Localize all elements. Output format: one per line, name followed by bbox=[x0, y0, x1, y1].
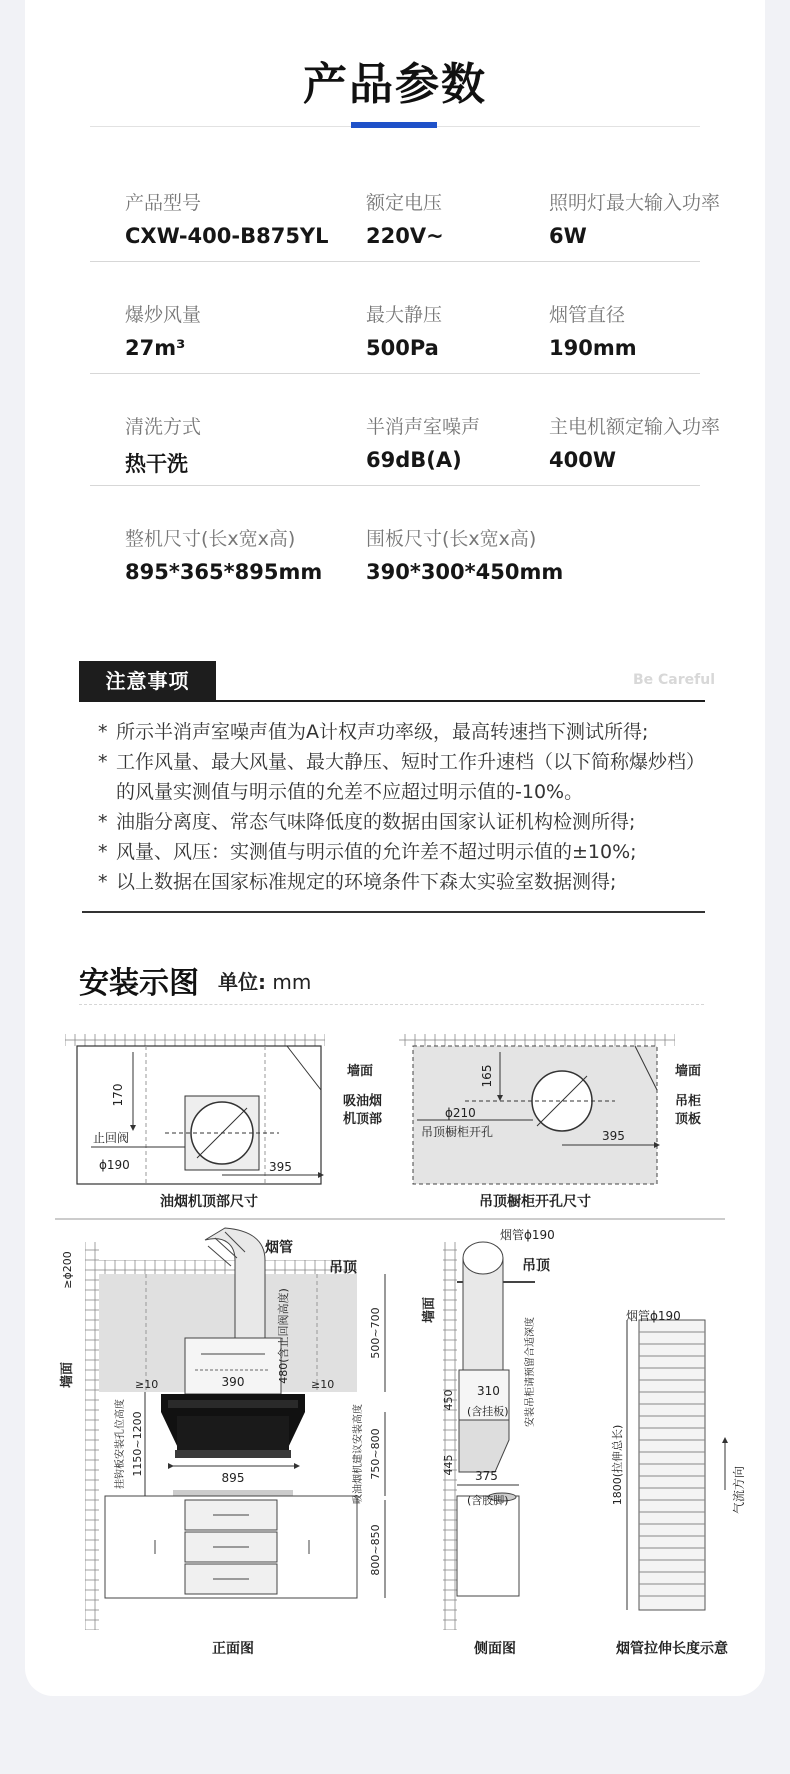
wall-label: 墙面 bbox=[60, 1361, 75, 1389]
front-view-caption: 正面图 bbox=[212, 1641, 254, 1657]
notice-bottom-rule bbox=[82, 911, 705, 913]
dia-190: ϕ190 bbox=[99, 1158, 130, 1172]
install-unit bbox=[218, 966, 311, 995]
dim-165: 165 bbox=[480, 1064, 494, 1088]
cabinet-view-caption: 吊顶橱柜开孔尺寸 bbox=[479, 1194, 591, 1210]
dim-750-800: 750~800 bbox=[369, 1428, 382, 1480]
side-hood bbox=[459, 1420, 509, 1472]
duct-label: 烟管 bbox=[265, 1240, 293, 1256]
duct-view-caption: 烟管拉伸长度示意 bbox=[616, 1641, 728, 1657]
spec-value: 390*300*450mm bbox=[366, 560, 564, 584]
wall-label: 墙面 bbox=[675, 1064, 702, 1079]
side-ceiling-label: 吊顶 bbox=[522, 1258, 550, 1274]
spec-label: 主电机额定输入功率 bbox=[549, 416, 721, 438]
side-cabinet bbox=[457, 1496, 519, 1596]
dim-375: 375 bbox=[475, 1469, 498, 1483]
dim-895: 895 bbox=[221, 1471, 245, 1485]
gap-10-right: ≥10 bbox=[311, 1378, 335, 1391]
spec-value: 500Pa bbox=[366, 336, 439, 360]
dim-390: 390 bbox=[221, 1375, 245, 1389]
cabinet-view bbox=[399, 1034, 701, 1210]
hood-top-label-2: 机顶部 bbox=[343, 1112, 383, 1127]
top-view bbox=[65, 1034, 382, 1210]
gap-10-left: ≥10 bbox=[135, 1378, 159, 1391]
content-card bbox=[25, 0, 765, 1696]
spec-label: 清洗方式 bbox=[125, 416, 202, 438]
page-title: 产品参数 bbox=[303, 59, 487, 110]
side-duct bbox=[463, 1258, 503, 1370]
dim-800-850: 800~850 bbox=[369, 1524, 382, 1576]
dim-1150-1200: 1150~1200 bbox=[131, 1411, 144, 1477]
ceiling-bricks bbox=[99, 1260, 357, 1274]
dim-170: 170 bbox=[111, 1083, 125, 1107]
dim-500-700: 500~700 bbox=[369, 1307, 382, 1359]
ceiling-label: 吊顶 bbox=[329, 1260, 357, 1276]
dim-450: 450 bbox=[442, 1389, 455, 1411]
spec-label: 最大静压 bbox=[366, 304, 443, 326]
ceiling-bricks bbox=[65, 1034, 325, 1046]
dim-395: 395 bbox=[269, 1160, 292, 1174]
install-title: 安装示图 bbox=[79, 966, 199, 1001]
spec-label: 围板尺寸(长x宽x高) bbox=[366, 528, 537, 550]
dim-375-note: (含胶脚) bbox=[467, 1494, 509, 1507]
hole-label: 吊顶橱柜开孔 bbox=[421, 1125, 494, 1139]
cabinet-label-2: 顶板 bbox=[675, 1112, 702, 1127]
notice-item: * 所示半消声室噪声值为A计权声功率级，最高转速挡下测试所得; bbox=[98, 717, 698, 747]
spec-label: 烟管直径 bbox=[549, 304, 626, 326]
wall-bricks bbox=[443, 1242, 457, 1630]
notice-title: 注意事项 bbox=[79, 661, 216, 701]
spec-row-3 bbox=[90, 374, 721, 486]
notice-subtitle: Be Careful bbox=[632, 672, 715, 688]
hook-height-label: 挂钩板安装孔位高度 bbox=[115, 1399, 126, 1489]
spec-value: CXW-400-B875YL bbox=[125, 224, 329, 248]
spec-value: 400W bbox=[549, 448, 616, 472]
spec-label: 产品型号 bbox=[125, 192, 202, 214]
wall-label: 墙面 bbox=[347, 1064, 374, 1079]
dim-395b: 395 bbox=[602, 1129, 625, 1143]
hood-height-label: 吸油烟机建议安装高度 bbox=[353, 1404, 364, 1504]
notice-item: * 工作风量、最大风量、最大静压、短时工作升速档（以下简称爆炒档）的风量实测值与明示值的允差不应超过明示值的-10%。 bbox=[98, 747, 698, 807]
dim-310: 310 bbox=[477, 1384, 500, 1398]
notice-item: * 油脂分离度、常态气味降低度的数据由国家认证机构检测所得; bbox=[98, 807, 698, 837]
side-duct-label: 烟管ϕ190 bbox=[500, 1228, 555, 1242]
install-unit-label: 单位: bbox=[218, 970, 266, 994]
dia-210: ϕ210 bbox=[445, 1106, 476, 1120]
spec-label: 整机尺寸(长x宽x高) bbox=[125, 528, 296, 550]
notice-divider bbox=[79, 700, 705, 702]
valve-label: 止回阀 bbox=[93, 1131, 130, 1145]
spec-value: 热干洗 bbox=[125, 452, 188, 476]
installation-diagram bbox=[25, 1020, 765, 1680]
cabinet-label-1: 吊柜 bbox=[675, 1094, 702, 1109]
install-unit-value: mm bbox=[272, 970, 312, 994]
notice-item: * 风量、风压：实测值与明示值的允许差不超过明示值的±10%; bbox=[98, 837, 698, 867]
spec-value: 190mm bbox=[549, 336, 637, 360]
top-view-caption: 油烟机顶部尺寸 bbox=[160, 1194, 258, 1210]
spec-value: 6W bbox=[549, 224, 587, 248]
hood-top-label-1: 吸油烟 bbox=[343, 1094, 383, 1109]
spec-row-1 bbox=[90, 150, 721, 262]
title-accent-bar bbox=[351, 122, 437, 128]
spec-label: 爆炒风量 bbox=[125, 304, 202, 326]
side-view-caption: 侧面图 bbox=[474, 1641, 516, 1657]
dim-200: ≥ϕ200 bbox=[61, 1251, 74, 1289]
spec-value: 895*365*895mm bbox=[125, 560, 323, 584]
spec-row-4 bbox=[90, 486, 700, 598]
spec-row-2 bbox=[90, 262, 700, 374]
spec-value: 220V~ bbox=[366, 224, 444, 248]
notice-item: * 以上数据在国家标准规定的环境条件下森太实验室数据测得; bbox=[98, 867, 698, 897]
dim-445: 445 bbox=[442, 1454, 455, 1476]
dim-480: 480(含止回阀高度) bbox=[277, 1288, 290, 1384]
airflow-label: 气流方向 bbox=[732, 1465, 746, 1515]
spec-label: 半消声室噪声 bbox=[366, 416, 481, 438]
spec-value: 69dB(A) bbox=[366, 448, 462, 472]
side-depth-label: 安装吊柜请预留合适深度 bbox=[525, 1317, 536, 1427]
spec-label: 额定电压 bbox=[366, 192, 443, 214]
side-view bbox=[421, 1227, 555, 1657]
dim-310-note: (含挂板) bbox=[467, 1405, 509, 1418]
stretch-duct bbox=[639, 1320, 705, 1610]
side-wall-label: 墙面 bbox=[422, 1296, 437, 1324]
stretch-dia-label: 烟管ϕ190 bbox=[626, 1309, 681, 1323]
front-view bbox=[59, 1228, 385, 1657]
notice-list bbox=[98, 717, 698, 897]
spec-label: 照明灯最大输入功率 bbox=[549, 192, 721, 214]
spec-value: 27m³ bbox=[125, 336, 186, 360]
ceiling-bricks bbox=[399, 1034, 675, 1046]
install-divider bbox=[79, 1004, 704, 1005]
stretch-length-label: 1800(拉伸总长) bbox=[611, 1424, 624, 1506]
duct-view bbox=[610, 1308, 746, 1657]
wall-bricks bbox=[85, 1242, 99, 1630]
